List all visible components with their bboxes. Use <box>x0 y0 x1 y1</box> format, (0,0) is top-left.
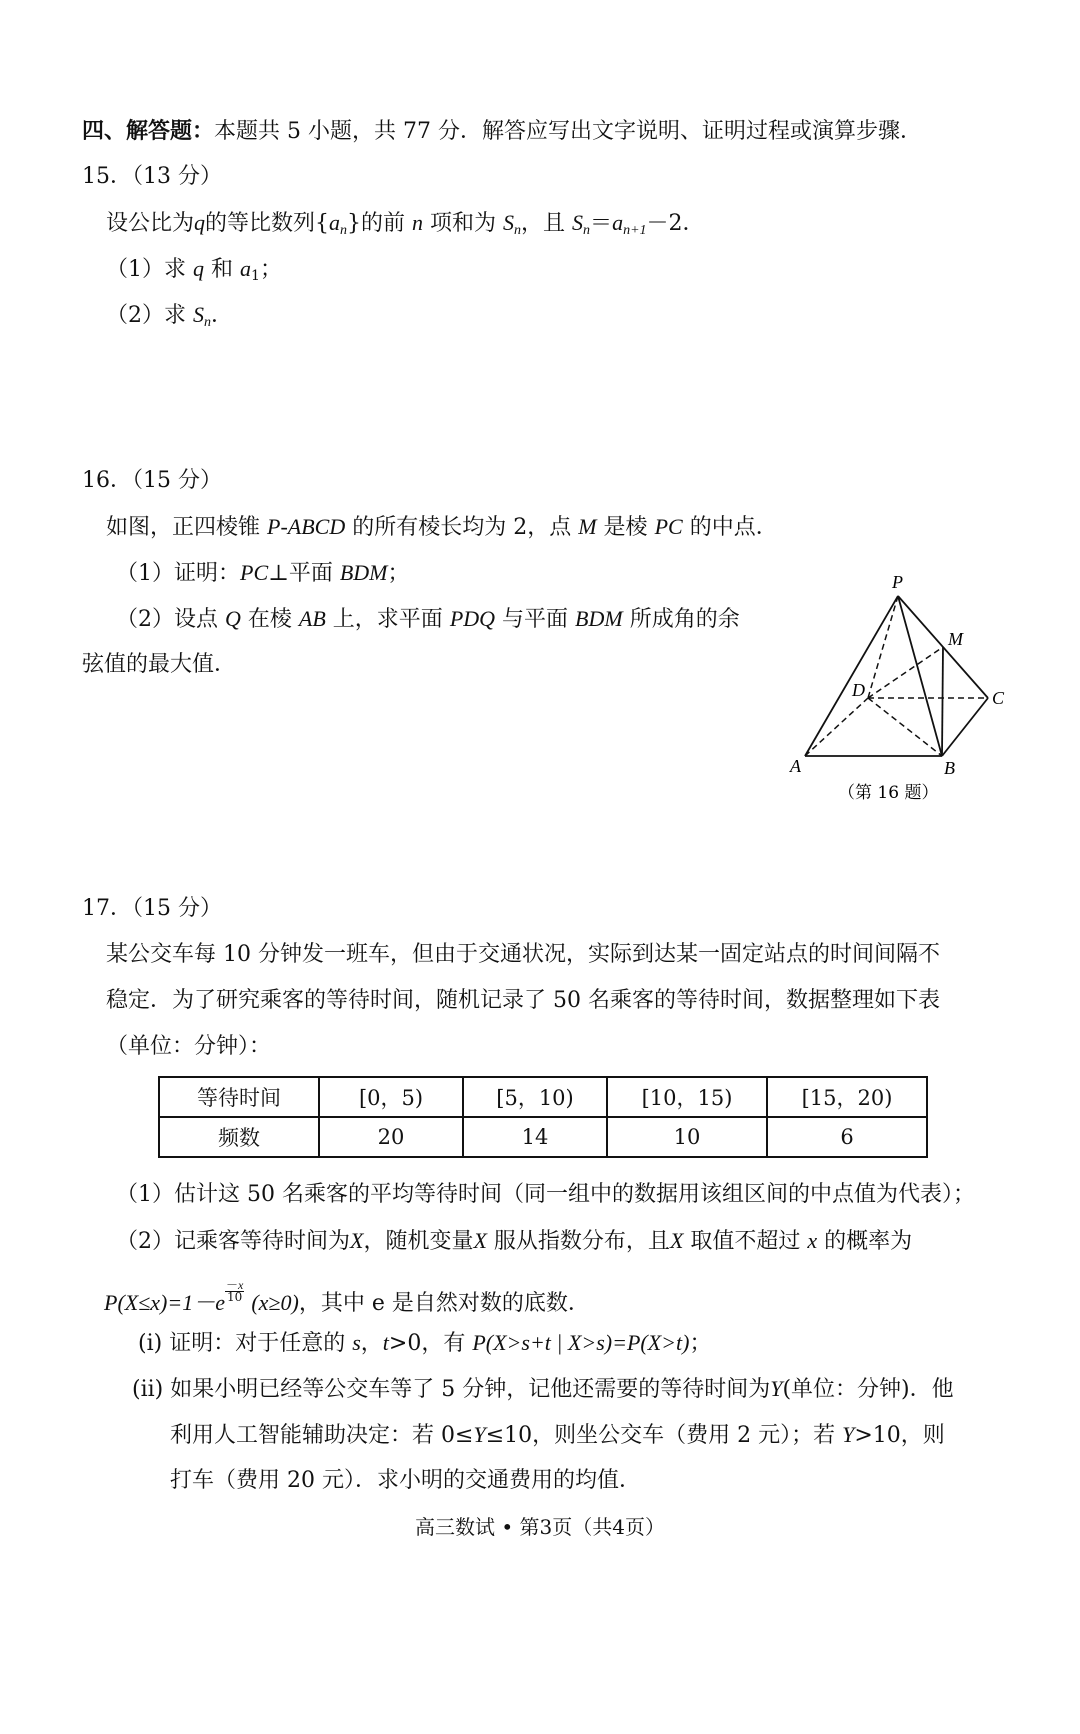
q17-line2: 稳定．为了研究乘客的等待时间，随机记录了 50 名乘客的等待时间，数据整理如下表 <box>106 988 940 1013</box>
q16-part2-cont: 弦值的最大值． <box>82 652 237 677</box>
segment-DM <box>868 647 943 698</box>
table-row <box>159 1077 927 1117</box>
pyramid-figure <box>780 568 1010 808</box>
q15-part2: （2）求 $S_n$． <box>106 302 234 330</box>
segment-BM <box>942 647 943 756</box>
table-header-cell: 频数 <box>159 1117 319 1157</box>
figure-caption: （第 16 题） <box>838 783 939 803</box>
edge-AD <box>805 698 868 756</box>
waiting-time-table <box>158 1076 928 1158</box>
q17-sub-ii-line3: 打车（费用 20 元）．求小明的交通费用的均值． <box>170 1468 641 1493</box>
table-cell: [5，10) <box>463 1077 607 1117</box>
q17-part1: （1）估计这 50 名乘客的平均等待时间（同一组中的数据用该组区间的中点值为代表）； <box>116 1182 975 1207</box>
q17-line3: （单位：分钟）： <box>106 1034 272 1059</box>
q15-statement: 设公比为q的等比数列$\{a_n\}$的前 n 项和为 $S_n$，且 $S_n=a_{n+1}-2$． <box>106 210 705 238</box>
q17-formula: P(X≤x)=1－e $\frac{-x}{10}$ (x≥0)，其中 e 是自然对数的底数． <box>104 1278 590 1316</box>
q16-part1: （1）证明：PC⊥平面 BDM； <box>116 560 410 586</box>
table-cell: 10 <box>607 1117 767 1157</box>
table-cell: [10，15) <box>607 1077 767 1117</box>
edge-PD <box>868 596 898 698</box>
table-cell: [0，5) <box>319 1077 463 1117</box>
q17-sub-ii-line2: 利用人工智能辅助决定：若 0≤Y≤10，则坐公交车（费用 2 元）；若 Y>10，则 <box>170 1422 945 1448</box>
exponent-fraction: $\frac{-x}{10}$ <box>225 1278 244 1304</box>
q16-part2: （2）设点 Q 在棱 AB 上，求平面 PDQ 与平面 BDM 所成角的余 <box>116 606 740 632</box>
q17-line1: 某公交车每 10 分钟发一班车，但由于交通状况，实际到达某一固定站点的时间间隔不 <box>106 942 940 967</box>
q17-sub-ii-line1: (ii) 如果小明已经等公交车等了 5 分钟，记他还需要的等待时间为Y(单位：分钟)．他 <box>132 1376 954 1402</box>
table-cell: 6 <box>767 1117 927 1157</box>
table-row <box>159 1117 927 1157</box>
section-title: 四、解答题： <box>82 118 215 144</box>
q15-header: 15．（13 分） <box>82 164 222 189</box>
label-P: P <box>892 572 903 592</box>
q15-part1: （1）求 q 和 $a_1$； <box>106 256 282 284</box>
diag-DB <box>868 698 942 756</box>
page-footer: 高三数试 • 第3页（共4页） <box>415 1515 665 1539</box>
table-header-cell: 等待时间 <box>159 1077 319 1117</box>
table-cell: 14 <box>463 1117 607 1157</box>
q17-sub-i: (i) 证明：对于任意的 s，t>0，有 P(X>s+t | X>s)=P(X>t)； <box>138 1330 712 1356</box>
label-D: D <box>852 680 865 700</box>
section-instruction: 本题共 5 小题，共 77 分．解答应写出文字说明、证明过程或演算步骤． <box>214 119 922 144</box>
label-B: B <box>944 758 955 778</box>
q17-header: 17．（15 分） <box>82 896 222 921</box>
label-A: A <box>790 756 801 776</box>
label-C: C <box>992 688 1005 708</box>
label-M: M <box>948 629 963 649</box>
edge-BC <box>942 698 988 756</box>
edge-PA <box>805 596 898 756</box>
q16-header: 16．（15 分） <box>82 468 222 493</box>
q16-statement: 如图，正四棱锥 P-ABCD 的所有棱长均为 2，点 M 是棱 PC 的中点． <box>106 514 778 540</box>
section-heading <box>82 116 922 147</box>
q17-part2: （2）记乘客等待时间为X，随机变量X 服从指数分布，且X 取值不超过 x 的概率为 <box>116 1228 913 1254</box>
table-cell: [15，20) <box>767 1077 927 1117</box>
table-cell: 20 <box>319 1117 463 1157</box>
